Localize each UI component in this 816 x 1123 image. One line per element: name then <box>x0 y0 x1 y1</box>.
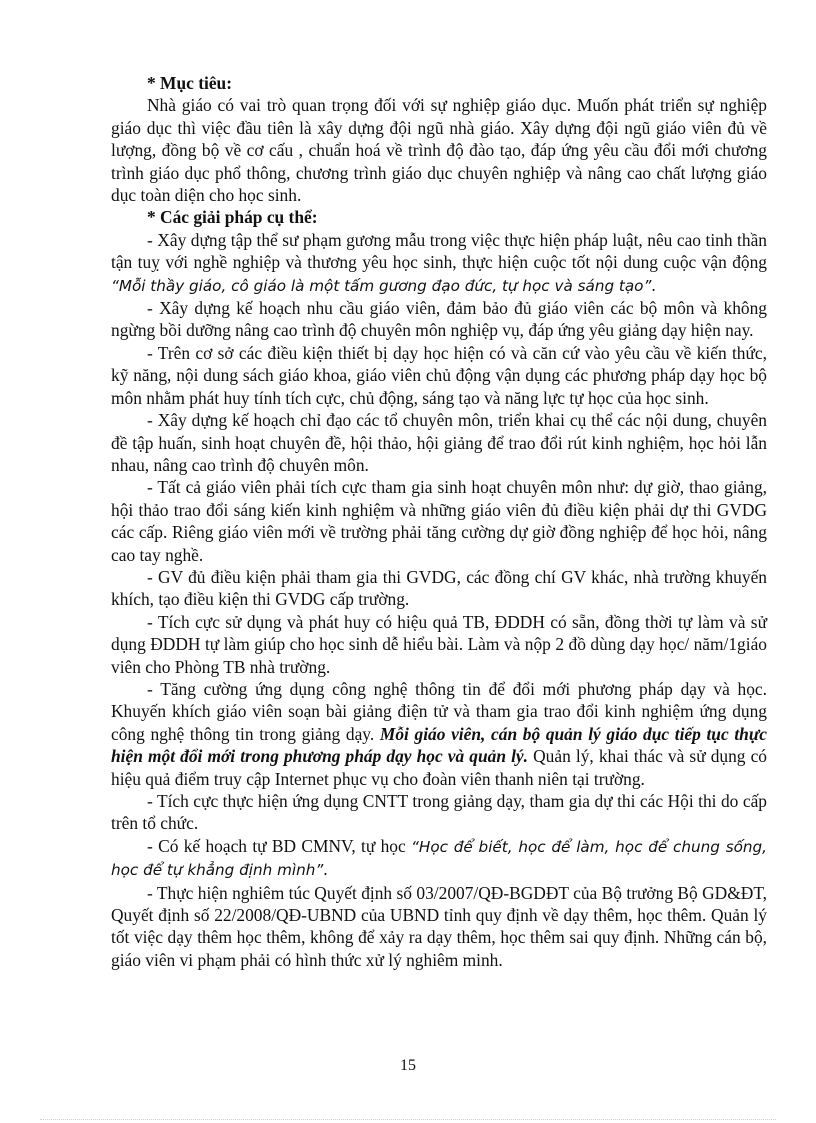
paragraph-solution-4: - Xây dựng kế hoạch chỉ đạo các tổ chuyên môn, triển khai cụ thể các nội dung, chuyên đề tập huấn, sinh hoạt chuyên đề, hội thảo, hội giảng để trao đổi rút kinh nghiệm, học hỏi lẫn nhau, nâng cao trình độ chuyên môn. <box>111 410 767 475</box>
paragraph-objectives: Nhà giáo có vai trò quan trọng đối với sự nghiệp giáo dục. Muốn phát triển sự nghiệp giáo dục thì việc đầu tiên là xây dựng đội ngũ nhà giáo. Xây dựng đội ngũ giáo viên đủ về lượng, đồng bộ về cơ cấu , chuẩn hoá về trình độ đào tạo, đáp ứng yêu cầu đổi mới chương trình giáo dục phổ thông, chương trình giáo dục chuyên nghiệp và nâng cao chất lượng giáo dục toàn diện cho học sinh. <box>111 95 767 206</box>
page-body <box>111 72 767 971</box>
paragraph-solution-6: - GV đủ điều kiện phải tham gia thi GVDG, các đồng chí GV khác, nhà trường khuyến khích, tạo điều kiện thi GVDG cấp trường. <box>111 566 767 610</box>
paragraph-solution-1 <box>111 229 767 297</box>
paragraph-solution-3: - Trên cơ sở các điều kiện thiết bị dạy học hiện có và căn cứ vào yêu cầu về kiến thức, kỹ năng, nội dung sách giáo khoa, giáo viên chủ động vận dụng các phương pháp dạy học bộ môn nhằm phát huy tính tích cực, chủ động, sáng tạo và năng lực tự học của học sinh. <box>111 342 767 408</box>
solution-8-emphasis: Mỗi giáo viên, cán bộ quản lý giáo dục tiếp tục thực hiện một đổi mới trong phương pháp dạy học và quản lý. <box>111 723 767 767</box>
paragraph-solution-2: - Xây dựng kế hoạch nhu cầu giáo viên, đảm bảo đủ giáo viên các bộ môn và không ngừng bồi dưỡng nâng cao trình độ chuyên môn nghiệp vụ, đáp ứng yêu giảng dạy hiện nay. <box>111 298 767 341</box>
paragraph-solution-9: - Tích cực thực hiện ứng dụng CNTT trong giảng dạy, tham gia dự thi các Hội thi do cấp trên tổ chức. <box>111 791 767 834</box>
solution-8-end: Quản lý, khai thác và sử dụng có hiệu quả điểm truy cập Internet phục vụ cho đoàn viên thanh niên tại trường. <box>111 746 767 789</box>
solution-1-text: - Xây dựng tập thể sư phạm gương mẫu trong việc thực hiện pháp luật, nêu cao tinh thần tận tuỵ với nghề nghiệp và thương yêu học sinh, thực hiện cuộc tốt nội dung cuộc vận động <box>111 229 767 273</box>
paragraph-solution-5: - Tất cả giáo viên phải tích cực tham gia sinh hoạt chuyên môn như: dự giờ, thao giảng, hội thảo trao đổi sáng kiến kinh nghiệm và những giáo viên đủ điều kiện phải dự thi GVDG các cấp. Riêng giáo viên mới về trường phải tăng cường dự giờ đồng nghiệp để học hỏi, nâng cao tay nghề. <box>111 477 767 565</box>
heading-solutions: * Các giải pháp cụ thể: <box>147 207 318 228</box>
paragraph-solution-10 <box>111 835 767 882</box>
paragraph-solution-7: - Tích cực sử dụng và phát huy có hiệu quả TB, ĐDDH có sẵn, đồng thời tự làm và sử dụng ĐDDH tự làm giúp cho học sinh dễ hiểu bài. Làm và nộp 2 đồ dùng dạy học/ năm/1giáo viên cho Phòng TB nhà trường. <box>111 611 767 677</box>
solution-10-text: - Có kế hoạch tự BD CMNV, tự học <box>147 835 412 856</box>
solution-1-end: . <box>651 274 656 295</box>
solution-1-quote: “Mỗi thầy giáo, cô giáo là một tấm gương đạo đức, tự học và sáng tạo” <box>111 276 652 295</box>
paragraph-solution-11: - Thực hiện nghiêm túc Quyết định số 03/2007/QĐ-BGDĐT của Bộ trưởng Bộ GD&ĐT, Quyết định số 22/2008/QĐ-UBND của UBND tỉnh quy định về dạy thêm, học thêm. Quản lý tốt việc dạy thêm học thêm, không để xảy ra dạy thêm, học thêm sai quy định. Những cán bộ, giáo viên vi phạm phải có hình thức xử lý nghiêm minh. <box>111 882 767 970</box>
solution-10-quote: “Học để biết, học để làm, học để chung sống, học để tự khẳng định mình” <box>111 837 767 880</box>
solution-10-end: . <box>323 859 328 880</box>
page-number: 15 <box>400 1057 416 1074</box>
paragraph-solution-8 <box>111 678 767 790</box>
solution-8-text: - Tăng cường ứng dụng công nghệ thông tin để đổi mới phương pháp dạy và học. Khuyến khích giáo viên soạn bài giảng điện tử và tham gia trao đổi kinh nghiệm ứng dụng công nghệ thông tin trong giảng dạy. <box>111 678 767 744</box>
heading-objectives: * Mục tiêu: <box>147 73 233 93</box>
page-bottom-divider <box>40 1119 776 1120</box>
